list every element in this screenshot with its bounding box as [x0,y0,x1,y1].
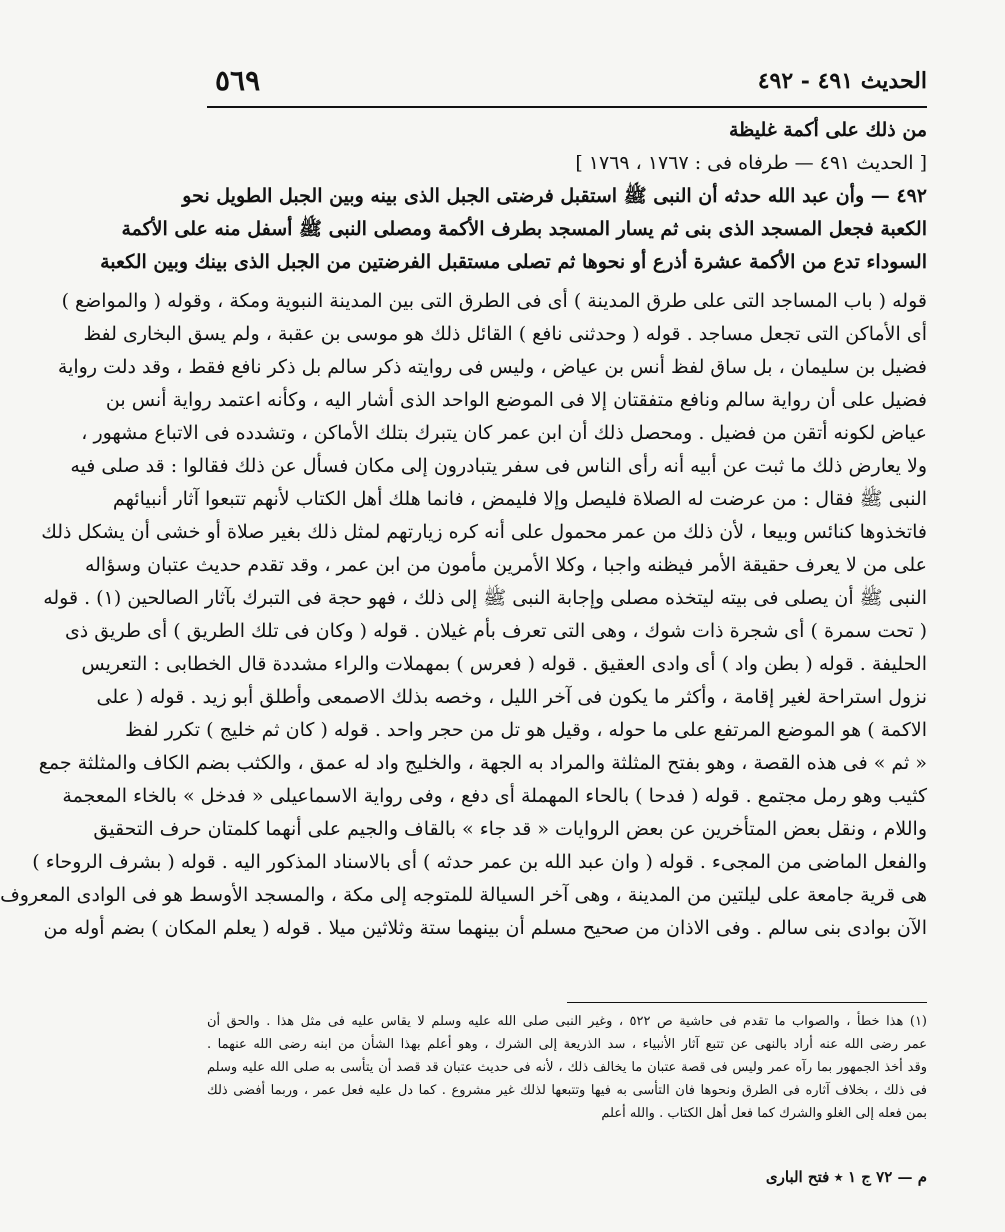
commentary-line: فضيل على أن رواية سالم ونافع متفقتان إلا فى الموضع الواحد الذى أشار اليه ، وكأنه اعتمد رواية أنس بن [105,389,927,411]
page-header [215,62,927,106]
commentary-line: الآن بوادى بنى سالم . وفى الاذان من صحيح مسلم أن بينهما ستة وثلاثين ميلا . قوله ( يعلم المكان ) بضم أوله من [43,917,927,939]
commentary-line: قوله ( باب المساجد التى على طرق المدينة ) أى فى الطرق التى بين المدينة النبوية ومكة ، وقوله ( والمواضع ) [61,290,927,312]
commentary-line: نزول استراحة لغير إقامة ، وأكثر ما يكون فى آخر الليل ، وخصه بذلك الاصمعى وأطلق أبو زيد . قوله ( على [96,686,927,708]
main-text [0,114,927,945]
commentary-line: فضيل بن سليمان ، بل ساق لفظ أنس بن عياض ، وليس فى روايته ذكر سالم بل ذكر نافع فقط ، وقد دلت رواية [57,356,927,378]
commentary-line: هى قرية جامعة على ليلتين من المدينة ، وهى آخر السيالة للمتوجه إلى مكة ، والمسجد الأوسط هو فى الوادى المعروف [0,884,927,906]
commentary-line: ولا يعارض ذلك ما ثبت عن أبيه أنه رأى الناس فى سفر يتبادرون إلى مكان فسأل عن ذلك فقالوا : قد صلى فيه [70,455,927,477]
footnote-line: وقد أخذ الجمهور بما رآه عمر وليس فى قصة عتبان ما يخالف ذلك ، لأنه فى حديث عتبان قد قصد أن يتأسى به صلى الله عليه وسلم [207,1060,927,1075]
page-number: ٥٦٩ [215,64,261,97]
commentary-line: أى الأماكن التى تجعل مساجد . قوله ( وحدثنى نافع ) القائل ذلك هو موسى بن عقبة ، ولم يسق البخارى لفظ [83,323,927,345]
commentary-line: الحليفة . قوله ( بطن واد ) أى وادى العقيق . قوله ( فعرس ) بمهملات والراء مشددة قال الخطابى : التعريس [81,653,927,675]
commentary-line: كثيب وهو رمل مجتمع . قوله ( فدحا ) بالحاء المهملة أى دفع ، وفى رواية الاسماعيلى « فدخل » بالخاء المعجمة [62,785,927,807]
footnote-line: فى ذلك ، بخلاف آثاره فى الطرق ونحوها فان التأسى به فيها وتتبعها لذلك غير مشروع . كما دل عليه فعل عمر ، وربما أفضى ذلك [207,1083,927,1098]
commentary-line: على من لا يعرف حقيقة الأمر فيظنه واجبا ، وكلا الأمرين مأمون من ابن عمر ، وقد تقدم حديث عتبان وسؤاله [84,554,927,576]
header-rule [207,106,927,108]
commentary-line: النبى ﷺ فقال : من عرضت له الصلاة فليصل وإلا فليمض ، فانما هلك أهل الكتاب لأنهم تتبعوا آثار أنبيائهم [112,488,927,510]
footnote-line: عمر رضى الله عنه أراد بالنهى عن تتبع آثار الأنبياء ، سد الذريعة إلى الشرك ، وهو أعلم بهذا الشأن من ابنه رضى الله عنهما . [207,1037,927,1052]
commentary-line: « ثم » فى هذه القصة ، وهو بفتح المثلثة والمراد به الجهة ، والخليج واد له عمق ، والكثب بضم الكاف والمثلثة جمع [38,752,927,774]
footnote-rule [567,1002,927,1003]
hadith-text-line: السوداء تدع من الأكمة عشرة أذرع أو نحوها ثم تصلى مستقبل الفرضتين من الجبل الذى بينك وبين الكعبة [100,251,927,273]
hadith-text-line: الكعبة فجعل المسجد الذى بنى ثم يسار المسجد بطرف الأكمة ومصلى النبى ﷺ أسفل منه على الأكمة [121,218,927,240]
footnote-line: (١) هذا خطأ ، والصواب ما تقدم فى حاشية ص ٥٢٢ ، وغير النبى صلى الله عليه وسلم لا يقاس عليه فى مثل هذا . والحق أن [207,1014,927,1029]
hadith-text-line: ٤٩٢ — وأن عبد الله حدثه أن النبى ﷺ استقبل فرضتى الجبل الذى بينه وبين الجبل الطويل نحو [182,185,927,207]
footnote-line: بمن فعله إلى الغلو والشرك كما فعل أهل الكتاب . والله أعلم [601,1106,927,1121]
printer-signature: م — ٧٢ ج ١ ٭ فتح البارى [765,1168,927,1186]
commentary-line: عياض لكونه أتقن من فضيل . ومحصل ذلك أن ابن عمر كان يتبرك بتلك الأماكن ، وتشدده فى الاتباع مشهور ، [81,422,927,444]
commentary-line: الاكمة ) هو الموضع المرتفع على ما حوله ، وقيل هو تل من حجر واحد . قوله ( كان ثم خليج ) تكرر لفظ [125,719,927,741]
commentary-line: النبى ﷺ أن يصلى فى بيته ليتخذه مصلى وإجابة النبى ﷺ إلى ذلك ، فهو حجة فى التبرك بآثار الصالحين (١) . قوله [43,587,927,609]
commentary-line: ( تحت سمرة ) أى شجرة ذات شوك ، وهى التى تعرف بأم غيلان . قوله ( وكان فى تلك الطريق ) أى طريق ذى [64,620,927,642]
hadith-reference: [ الحديث ٤٩١ — طرفاه فى : ١٧٦٧ ، ١٧٦٩ ] [575,152,927,174]
footnotes [207,1010,927,1125]
commentary-line: والفعل الماضى من المجىء . قوله ( وان عبد الله بن عمر حدثه ) أى بالاسناد المذكور اليه . قوله ( بشرف الروحاء ) [32,851,927,873]
running-title: الحديث ٤٩١ - ٤٩٢ [757,68,927,94]
commentary-line: واللام ، ونقل بعض المتأخرين عن بعض الروايات « قد جاء » بالقاف والجيم على أنهما كلمتان حرف التحقيق [93,818,927,840]
commentary-line: فاتخذوها كنائس وبيعا ، لأن ذلك من عمر محمول على أنه كره زيارتهم لمثل ذلك بغير صلاة أو خشى أن يشكل ذلك [41,521,927,543]
text-line: من ذلك على أكمة غليظة [728,119,927,141]
